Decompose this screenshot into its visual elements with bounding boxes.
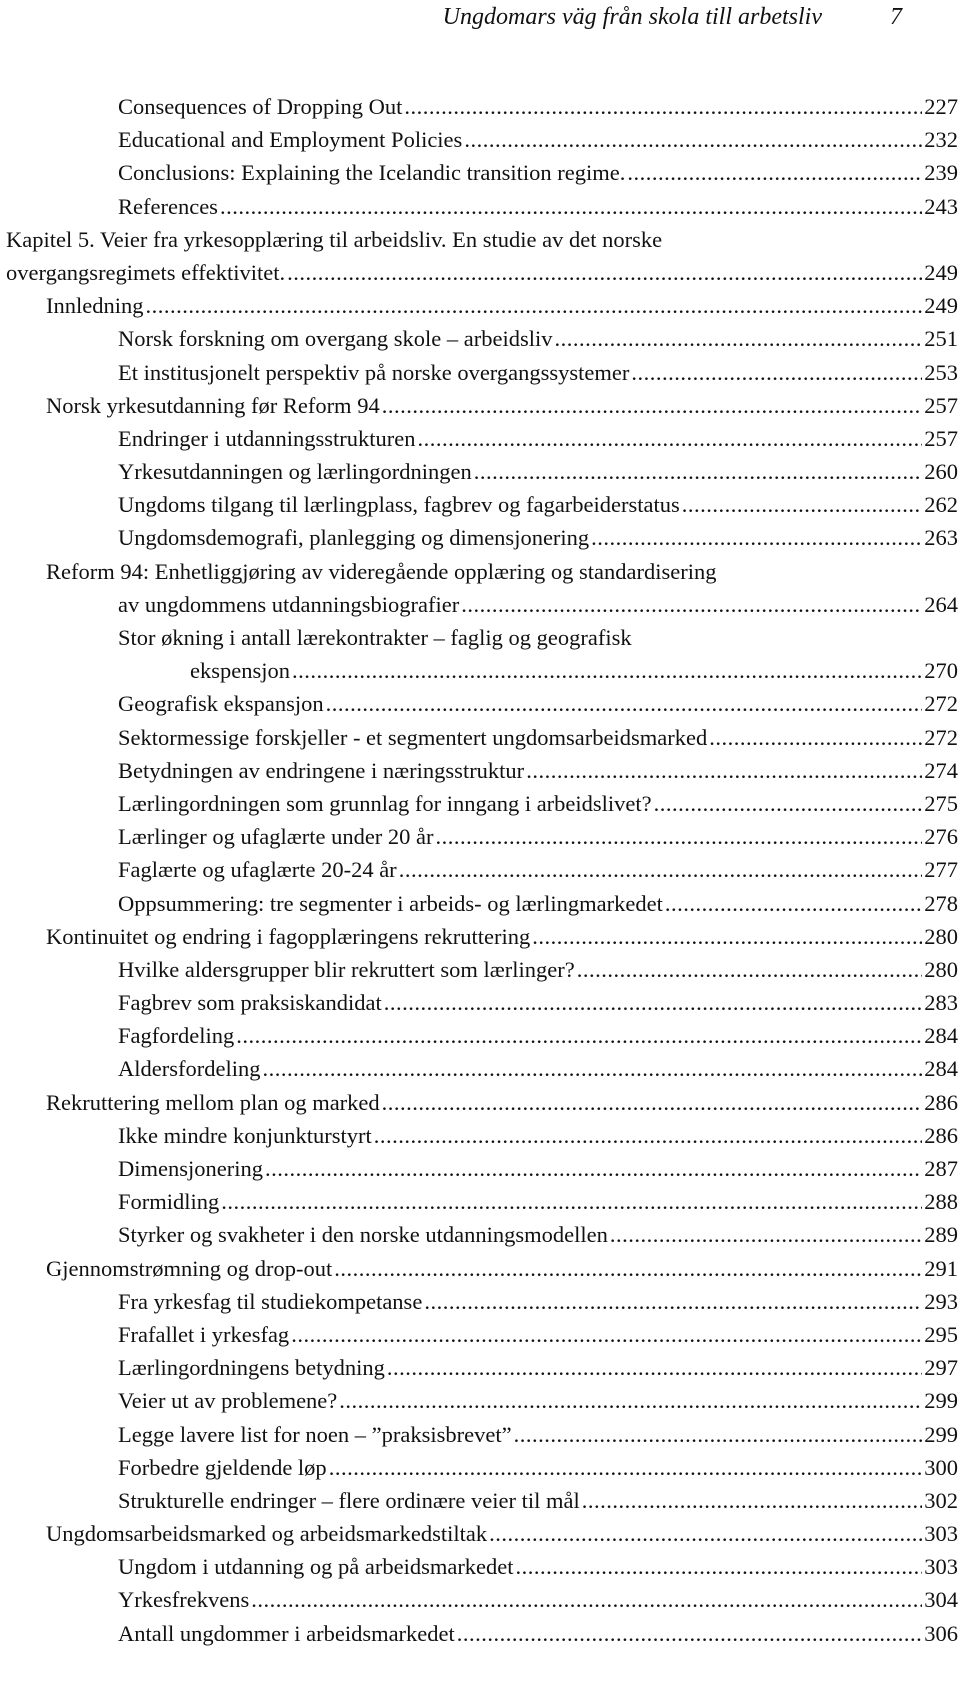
dot-leader	[387, 1351, 922, 1384]
toc-entry-title: Lærlinger og ufaglærte under 20 år	[118, 824, 434, 850]
toc-entry-title: Styrker og svakheter i den norske utdanningsmodellen	[118, 1222, 608, 1248]
toc-entry[interactable]	[0, 887, 958, 920]
toc-entry-title: Rekruttering mellom plan og marked	[46, 1089, 380, 1115]
toc-entry-page: 302	[924, 1487, 958, 1513]
toc-entry[interactable]	[0, 1550, 958, 1583]
dot-leader	[464, 123, 922, 156]
toc-entry-page: 263	[924, 525, 958, 551]
dot-leader	[610, 1218, 922, 1251]
toc-entry[interactable]	[0, 356, 958, 389]
toc-entry-page: 278	[924, 890, 958, 916]
toc-entry-page: 299	[924, 1388, 958, 1414]
toc-entry-page: 284	[924, 1023, 958, 1049]
toc-entry-title: Betydningen av endringene i næringsstruktur	[118, 757, 525, 783]
toc-entry-title: Ungdom i utdanning og på arbeidsmarkedet	[118, 1554, 514, 1580]
toc-entry[interactable]	[0, 1019, 958, 1052]
toc-entry-page: 272	[924, 691, 958, 717]
toc-entry-page: 251	[924, 326, 958, 352]
toc-entry-page: 287	[924, 1156, 958, 1181]
toc-entry[interactable]	[0, 1252, 958, 1285]
toc-entry[interactable]	[0, 1119, 958, 1152]
toc-entry[interactable]	[0, 123, 958, 156]
dot-leader	[665, 887, 922, 920]
toc-entry-page: 249	[924, 259, 958, 285]
toc-entry-title: Gjennomstrømning og drop-out	[46, 1255, 333, 1281]
dot-leader	[682, 488, 922, 521]
toc-entry-title: Et institusjonelt perspektiv på norske overgangssystemer	[118, 359, 630, 385]
toc-entry[interactable]	[0, 1185, 958, 1218]
toc-entry-page: 232	[924, 127, 958, 153]
toc-entry-title: Legge lavere list for noen – ”praksisbrevet”	[118, 1421, 512, 1447]
dot-leader	[236, 1019, 922, 1052]
toc-entry-page: 249	[924, 293, 958, 319]
toc-entry-page: 293	[924, 1288, 958, 1314]
running-header	[0, 4, 960, 38]
toc-entry-title: Fagbrev som praksiskandidat	[118, 990, 382, 1016]
toc-entry-page: 275	[924, 790, 958, 816]
dot-leader	[251, 1583, 922, 1616]
toc-entry-page: 303	[924, 1521, 958, 1547]
toc-entry[interactable]	[0, 588, 958, 621]
toc-entry-page: 277	[924, 857, 958, 883]
toc-entry[interactable]	[0, 1052, 958, 1085]
toc-entry[interactable]	[0, 1451, 958, 1484]
dot-leader	[334, 1252, 922, 1285]
dot-leader	[220, 190, 922, 223]
toc-entry-title: Forbedre gjeldende løp	[118, 1454, 327, 1480]
toc-entry-page: 257	[924, 425, 958, 451]
toc-entry[interactable]	[0, 488, 958, 521]
toc-entry-page: 288	[924, 1189, 958, 1215]
toc-entry-title: Reform 94: Enhetliggjøring av videregående opplæring og standardisering	[46, 558, 717, 584]
toc-entry-page: 303	[924, 1554, 958, 1580]
toc-entry[interactable]	[0, 455, 958, 488]
dot-leader	[591, 521, 922, 554]
dot-leader	[265, 1152, 922, 1185]
dot-leader	[326, 687, 923, 720]
toc-entry-page: 304	[924, 1587, 958, 1613]
toc-entry-page: 306	[924, 1620, 958, 1646]
toc-entry[interactable]	[0, 156, 958, 189]
toc-entry-page: 297	[924, 1355, 958, 1381]
dot-leader	[374, 1119, 923, 1152]
toc-entry-page: 284	[924, 1056, 958, 1082]
dot-leader	[329, 1451, 923, 1484]
toc-entry[interactable]	[0, 1152, 958, 1185]
toc-entry-title: Norsk yrkesutdanning før Reform 94	[46, 392, 380, 418]
toc-entry[interactable]	[0, 1517, 958, 1550]
dot-leader	[627, 156, 922, 189]
toc-entry-title: Formidling	[118, 1189, 220, 1215]
toc-entry[interactable]	[0, 1384, 958, 1417]
dot-leader	[582, 1484, 923, 1517]
toc-entry-title: Innledning	[46, 293, 144, 319]
toc-entry[interactable]	[0, 521, 958, 554]
toc-entry[interactable]	[0, 1484, 958, 1517]
dot-leader	[291, 1318, 922, 1351]
toc-entry-page: 274	[924, 757, 958, 783]
toc-entry-title: Ungdomsarbeidsmarked og arbeidsmarkedstiltak	[46, 1521, 488, 1547]
dot-leader	[461, 588, 922, 621]
toc-entry-title: Stor økning i antall lærekontrakter – faglig og geografisk	[118, 625, 632, 650]
dot-leader	[287, 256, 922, 289]
dot-leader	[532, 920, 922, 953]
toc-entry-title: Yrkesfrekvens	[118, 1587, 250, 1613]
toc-entry[interactable]	[0, 256, 958, 289]
toc-entry-title: Lærlingordningens betydning	[118, 1355, 385, 1381]
toc-entry-title: Veier ut av problemene?	[118, 1388, 338, 1414]
toc-entry-title: Faglærte og ufaglærte 20-24 år	[118, 857, 397, 883]
toc-entry[interactable]	[0, 1583, 958, 1616]
toc-entry[interactable]	[0, 920, 958, 953]
dot-leader	[516, 1550, 923, 1583]
dot-leader	[382, 1086, 923, 1119]
toc-entry-page: 295	[924, 1321, 958, 1347]
toc-entry-title: Strukturelle endringer – flere ordinære veier til mål	[118, 1487, 580, 1513]
toc-entry-title: Dimensjonering	[118, 1156, 263, 1181]
toc-entry[interactable]	[0, 389, 958, 422]
toc-entry[interactable]	[0, 223, 958, 256]
dot-leader	[404, 90, 922, 123]
toc-entry-page: 227	[924, 94, 958, 119]
toc-entry-title: Sektormessige forskjeller - et segmentert ungdomsarbeidsmarked	[118, 724, 708, 750]
toc-entry-title: Lærlingordningen som grunnlag for inngang i arbeidslivet?	[118, 790, 652, 816]
toc-entry-title: Fra yrkesfag til studiekompetanse	[118, 1288, 423, 1314]
toc-entry-page: 262	[924, 492, 958, 518]
toc-entry[interactable]	[0, 820, 958, 853]
toc-entry-title: Antall ungdommer i arbeidsmarkedet	[118, 1620, 455, 1646]
page-number: 7	[890, 4, 902, 30]
dot-leader	[221, 1185, 922, 1218]
toc-entry-page: 299	[924, 1421, 958, 1447]
toc-entry-title: Ungdoms tilgang til lærlingplass, fagbrev og fagarbeiderstatus	[118, 492, 680, 518]
dot-leader	[514, 1418, 923, 1451]
dot-leader	[424, 1285, 922, 1318]
toc-entry-page: 270	[924, 658, 958, 684]
toc-entry-title: Aldersfordeling	[118, 1056, 261, 1082]
dot-leader	[526, 754, 922, 787]
toc-entry-title: Ungdomsdemografi, planlegging og dimensjonering	[118, 525, 590, 551]
toc-entry-page: 276	[924, 824, 958, 850]
toc-entry-title: Geografisk ekspansjon	[118, 691, 324, 717]
toc-entry-page: 286	[924, 1122, 958, 1148]
dot-leader	[339, 1384, 922, 1417]
table-of-contents	[0, 90, 960, 1650]
toc-entry-page: 243	[924, 193, 958, 219]
toc-entry[interactable]	[0, 721, 958, 754]
toc-entry[interactable]	[0, 1285, 958, 1318]
dot-leader	[654, 787, 923, 820]
dot-leader	[709, 721, 922, 754]
toc-entry-page: 300	[924, 1454, 958, 1480]
toc-entry-title: Kontinuitet og endring i fagopplæringens rekruttering	[46, 923, 531, 949]
dot-leader	[457, 1617, 922, 1650]
toc-entry-title: Kapitel 5. Veier fra yrkesopplæring til arbeidsliv. En studie av det norske	[6, 226, 663, 252]
toc-entry[interactable]	[0, 422, 958, 455]
toc-entry-title: Ikke mindre konjunkturstyrt	[118, 1122, 372, 1148]
toc-entry-title: Frafallet i yrkesfag	[118, 1321, 290, 1347]
toc-entry-title: Fagfordeling	[118, 1023, 235, 1049]
dot-leader	[145, 289, 922, 322]
toc-entry[interactable]	[0, 953, 958, 986]
dot-leader	[292, 654, 922, 687]
dot-leader	[262, 1052, 922, 1085]
toc-entry[interactable]	[0, 289, 958, 322]
toc-entry[interactable]	[0, 1218, 958, 1251]
toc-entry[interactable]	[0, 1351, 958, 1384]
toc-entry-title: Educational and Employment Policies	[118, 127, 463, 153]
toc-entry-page: 286	[924, 1089, 958, 1115]
toc-entry-page: 264	[924, 591, 958, 617]
toc-entry-title: References	[118, 193, 218, 219]
toc-entry-page: 280	[924, 956, 958, 982]
dot-leader	[399, 853, 923, 886]
running-title: Ungdomars väg från skola till arbetsliv	[442, 4, 822, 30]
toc-entry-page: 257	[924, 392, 958, 418]
toc-entry-title: Endringer i utdanningsstrukturen	[118, 425, 416, 451]
toc-entry[interactable]	[0, 787, 958, 820]
dot-leader	[384, 986, 923, 1019]
toc-entry-title: Norsk forskning om overgang skole – arbeidsliv	[118, 326, 553, 352]
toc-entry-page: 280	[924, 923, 958, 949]
toc-entry-title: ekspensjon	[190, 658, 290, 684]
toc-entry[interactable]	[0, 754, 958, 787]
toc-entry[interactable]	[0, 687, 958, 720]
toc-entry[interactable]	[0, 1318, 958, 1351]
dot-leader	[489, 1517, 922, 1550]
toc-entry-page: 239	[924, 160, 958, 186]
toc-entry-page: 260	[924, 459, 958, 485]
toc-entry[interactable]	[0, 853, 958, 886]
toc-entry-page: 291	[924, 1255, 958, 1281]
toc-entry[interactable]	[0, 190, 958, 223]
toc-entry-title: Consequences of Dropping Out	[118, 94, 403, 119]
dot-leader	[417, 422, 922, 455]
dot-leader	[631, 356, 922, 389]
dot-leader	[474, 455, 923, 488]
toc-entry-title: Hvilke aldersgrupper blir rekruttert som lærlinger?	[118, 956, 575, 982]
toc-entry-page: 272	[924, 724, 958, 750]
toc-entry-title: overgangsregimets effektivitet.	[6, 259, 286, 285]
toc-entry[interactable]	[0, 621, 958, 654]
toc-entry-title: Conclusions: Explaining the Icelandic transition regime.	[118, 160, 626, 186]
toc-entry[interactable]	[0, 654, 958, 687]
toc-entry[interactable]	[0, 1086, 958, 1119]
toc-entry[interactable]	[0, 90, 958, 123]
toc-entry-title: av ungdommens utdanningsbiografier	[118, 591, 460, 617]
toc-entry[interactable]	[0, 555, 958, 588]
toc-entry-page: 289	[924, 1222, 958, 1248]
toc-entry[interactable]	[0, 1418, 958, 1451]
toc-entry[interactable]	[0, 986, 958, 1019]
toc-entry[interactable]	[0, 1617, 958, 1650]
toc-entry-title: Yrkesutdanningen og lærlingordningen	[118, 459, 472, 485]
toc-entry[interactable]	[0, 322, 958, 355]
toc-entry-title: Oppsummering: tre segmenter i arbeids- og lærlingmarkedet	[118, 890, 663, 916]
dot-leader	[555, 322, 923, 355]
dot-leader	[382, 389, 923, 422]
toc-entry-page: 253	[924, 359, 958, 385]
dot-leader	[577, 953, 923, 986]
toc-entry-page: 283	[924, 990, 958, 1016]
dot-leader	[436, 820, 923, 853]
